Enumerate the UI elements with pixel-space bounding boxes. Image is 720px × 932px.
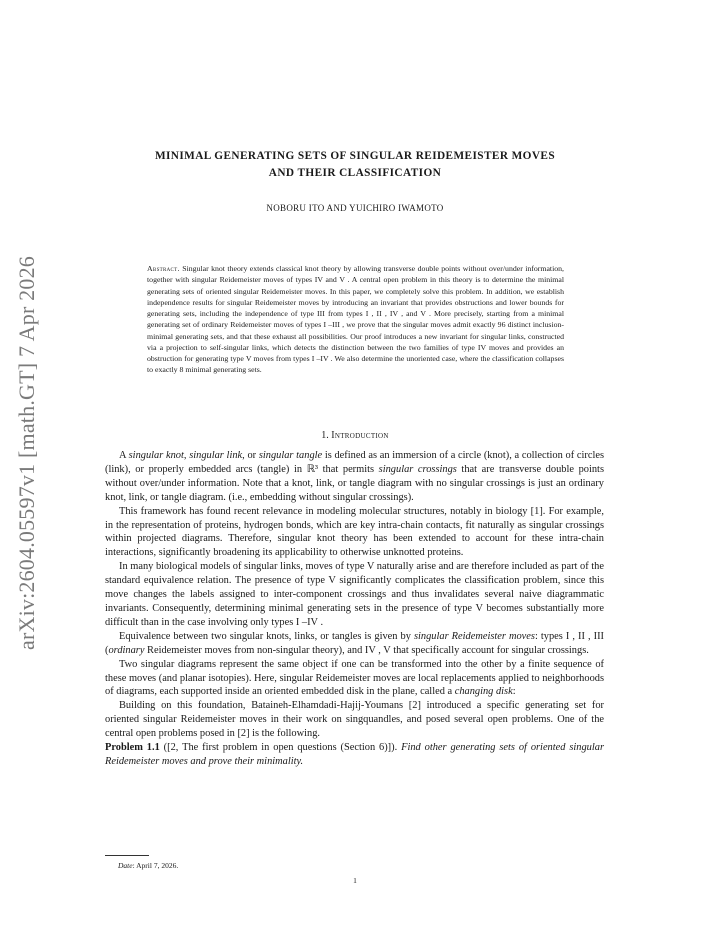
term-singular-reidemeister-moves: singular Reidemeister moves xyxy=(413,630,535,642)
arxiv-identifier-stamp: arXiv:2604.05597v1 [math.GT] 7 Apr 2026 xyxy=(14,256,39,650)
term-changing-disk: changing disk xyxy=(454,686,513,698)
footnote-date xyxy=(118,861,178,870)
term-singular-tangle: singular tangle xyxy=(258,450,323,461)
authors: NOBORU ITO AND YUICHIRO IWAMOTO xyxy=(266,203,444,213)
paragraph-1 xyxy=(105,449,604,505)
section-heading xyxy=(100,430,610,441)
abstract-label: Abstract. xyxy=(147,264,180,273)
section-number: 1. xyxy=(321,430,329,441)
title-line-1: MINIMAL GENERATING SETS OF SINGULAR REIDEMEISTER MOVES xyxy=(154,150,556,162)
p1-text-c: , or xyxy=(242,450,259,461)
title-line-2: AND THEIR CLASSIFICATION xyxy=(268,167,442,179)
footnote-rule xyxy=(105,855,149,856)
paragraph-3: In many biological models of singular links, moves of type V naturally arise and are therefore included as part of the standard equivalence relation. The presence of type V significantly complicates the classification problem, since this move changes the labels assigned to inter-component crossings and thus invalidates several naive diagrammatic invariants. Consequently, determining minimal generating sets in the presence of type V becomes substantially more difficult than in the case involving only types I –IV . xyxy=(105,561,604,628)
section-title: Introduction xyxy=(331,430,389,441)
problem-label: Problem 1.1 xyxy=(105,742,160,754)
paper-title xyxy=(100,148,610,182)
paragraph-5 xyxy=(105,658,604,700)
term-singular-link: singular link xyxy=(189,450,243,461)
p4-text-c: Reidemeister moves from non-singular theory), and IV , V that specifically account for singular crossings. xyxy=(144,644,589,656)
term-ordinary: ordinary xyxy=(108,644,145,656)
problem-text: Find other generating sets of oriented singular Reidemeister moves and prove their minimality. xyxy=(105,742,604,767)
term-singular-knot: singular knot xyxy=(128,450,184,461)
problem-reference: ([2, The first problem in open questions (Section 6)]). xyxy=(159,742,402,754)
p1-text-b: , xyxy=(183,450,190,461)
p4-text-a: Equivalence between two singular knots, links, or tangles is given by xyxy=(119,630,414,642)
abstract xyxy=(147,263,564,376)
problem-statement xyxy=(105,741,604,769)
p1-text-f: that are transverse double points without over/under information. Note that a knot, link, or tangle diagram with no singular crossings is just an ordinary knot, link, or tangle diagram. (i.e., embedding without singular crossings). xyxy=(105,463,604,503)
footnote-label: Date xyxy=(118,861,133,870)
p1-text-d: is defined as an immersion of a circle (knot), a collection of circles (link), or properly embedded arcs (tangle) in ℝ³ that permits xyxy=(105,450,604,475)
introduction-body xyxy=(105,449,604,769)
page-number: 1 xyxy=(353,876,357,885)
p5-text-b: : xyxy=(512,686,516,698)
abstract-text: Singular knot theory extends classical knot theory by allowing transverse double points without over/under information, together with singular Reidemeister moves of types IV and V . A central open problem in this theory is to determine the minimal generating sets of oriented singular Reidemeister moves. In this paper, we completely solve this problem. In addition, we establish independence results for singular Reidemeister moves by introducing an invariant that provides obstructions and lower bounds for generating sets, including the independence of type III from types I , II , IV , and V . More precisely, starting from a minimal generating set of ordinary Reidemeister moves of types I –III , we prove that the singular moves admit exactly 96 distinct inclusion-minimal generating sets, and that these exhaust all possibilities. Our proof introduces a new invariant for singular links, constructed via a projection to self-singular links, which detects the distinction between the two families of type IV moves and provides an obstruction for generating type V moves from types I –IV . We also determine the unoriented case, where the classification collapses to exactly 8 minimal generating sets. xyxy=(147,264,565,375)
paragraph-4 xyxy=(105,630,604,658)
term-singular-crossings: singular crossings xyxy=(378,463,457,475)
p4-text-b: : types I , II , III ( xyxy=(105,630,605,656)
footnote-text: : April 7, 2026. xyxy=(132,861,179,870)
p5-text-a: Two singular diagrams represent the same object if one can be transformed into the other by a finite sequence of these moves (and planar isotopies). Here, singular Reidemeister moves are local replacements applied to neighborhoods of diagrams, each supported inside an oriented embedded disk in the plane, called a xyxy=(105,658,604,698)
p1-text-a: A xyxy=(119,450,129,461)
paragraph-2: This framework has found recent relevance in modeling molecular structures, notably in biology [1]. For example, in the representation of proteins, hydrogen bonds, which are key intra-chain contacts, fit naturally as singular crossings within projected diagrams. Therefore, singular knot theory has been extended to account for these intra-chain interactions, significantly broadening its applicability to otherwise unknotted proteins. xyxy=(105,505,604,559)
paragraph-6: Building on this foundation, Bataineh-Elhamdadi-Hajij-Youmans [2] introduced a specific generating set for oriented singular Reidemeister moves in their work on singquandles, and posed several open problems. One of the central open problems posed in [2] is the following. xyxy=(105,700,604,740)
